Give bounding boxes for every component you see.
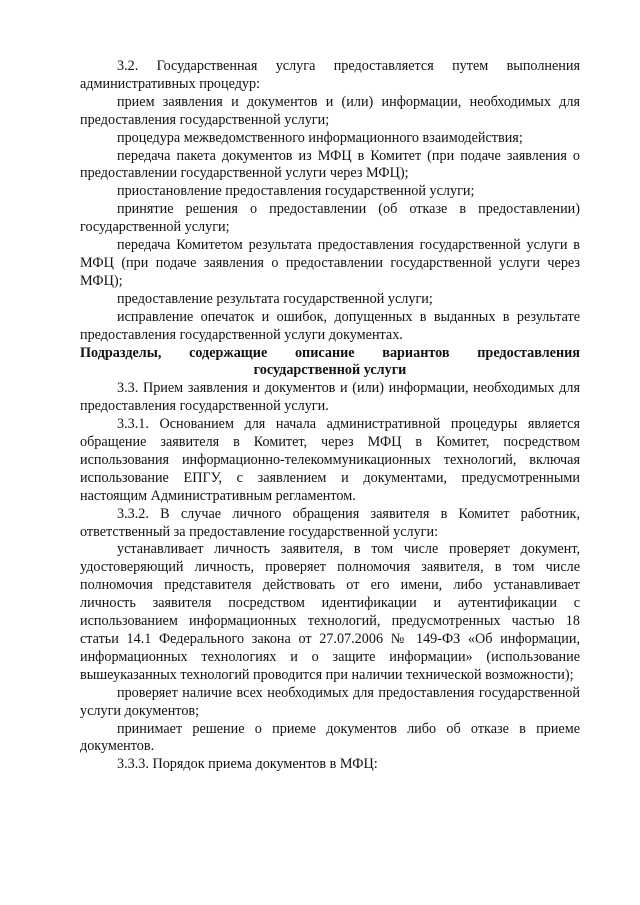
paragraph-3-3-2: 3.3.2. В случае личного обращения заявителя в Комитет работник, ответственный за предоставление государственной услуги: xyxy=(80,505,580,540)
paragraph-3-2: 3.2. Государственная услуга предоставляется путем выполнения административных процедур: xyxy=(80,58,580,92)
list-item-result-transfer: передача Комитетом результата предоставления государственной услуги в МФЦ (при подаче заявления о предоставлении государственной услуги через МФЦ); xyxy=(80,237,580,289)
list-item-accept-decision: принимает решение о приеме документов либо об отказе в приеме документов. xyxy=(80,720,580,755)
list-item-identity: устанавливает личность заявителя, в том числе проверяет документ, удостоверяющий личность, проверяет полномочия заявителя, в том числе полномочия представителя действовать от его имени, либо устанавливает личность заявителя посредством идентификации и аутентификации с использованием информационных технологий, предусмотренных частью 18 статьи 14.1 Федерального закона от 27.07.2006 № 149-ФЗ «Об информации, информационных технологиях и о защите информации» (использование вышеуказанных технологий проводится при наличии технической возможности); xyxy=(80,541,580,683)
list-item-suspension: приостановление предоставления государственной услуги; xyxy=(117,183,475,200)
document-page xyxy=(80,58,580,774)
list-item-result: предоставление результата государственной услуги; xyxy=(117,290,433,307)
paragraph-3-3-1: 3.3.1. Основанием для начала административной процедуры является обращение заявителя в Комитет, через МФЦ в Комитет, посредством использования информационно-телекоммуникационных технологий, включая использование ЕПГУ, с заявлением и документами, предусмотренными настоящим Административным регламентом. xyxy=(80,416,580,504)
list-item-corrections: исправление опечаток и ошибок, допущенных в выданных в результате предоставления государственной услуги документах. xyxy=(80,308,580,343)
list-item-interagency: процедура межведомственного информационного взаимодействия; xyxy=(117,129,523,146)
list-item-check-documents: проверяет наличие всех необходимых для предоставления государственной услуги документов; xyxy=(80,684,580,719)
list-item-decision: принятие решения о предоставлении (об отказе в предоставлении) государственной услуги; xyxy=(80,201,580,236)
list-item-reception: прием заявления и документов и (или) информации, необходимых для предоставления государственной услуги; xyxy=(80,93,580,128)
paragraph-3-3-3: 3.3.3. Порядок приема документов в МФЦ: xyxy=(117,756,378,773)
list-item-transfer: передача пакета документов из МФЦ в Комитет (при подаче заявления о предоставлении государственной услуги через МФЦ); xyxy=(80,147,580,182)
section-heading: Подразделы, содержащие описание вариантов предоставления государственной услуги xyxy=(80,344,580,379)
paragraph-3-3: 3.3. Прием заявления и документов и (или) информации, необходимых для предоставления государственной услуги. xyxy=(80,380,580,415)
